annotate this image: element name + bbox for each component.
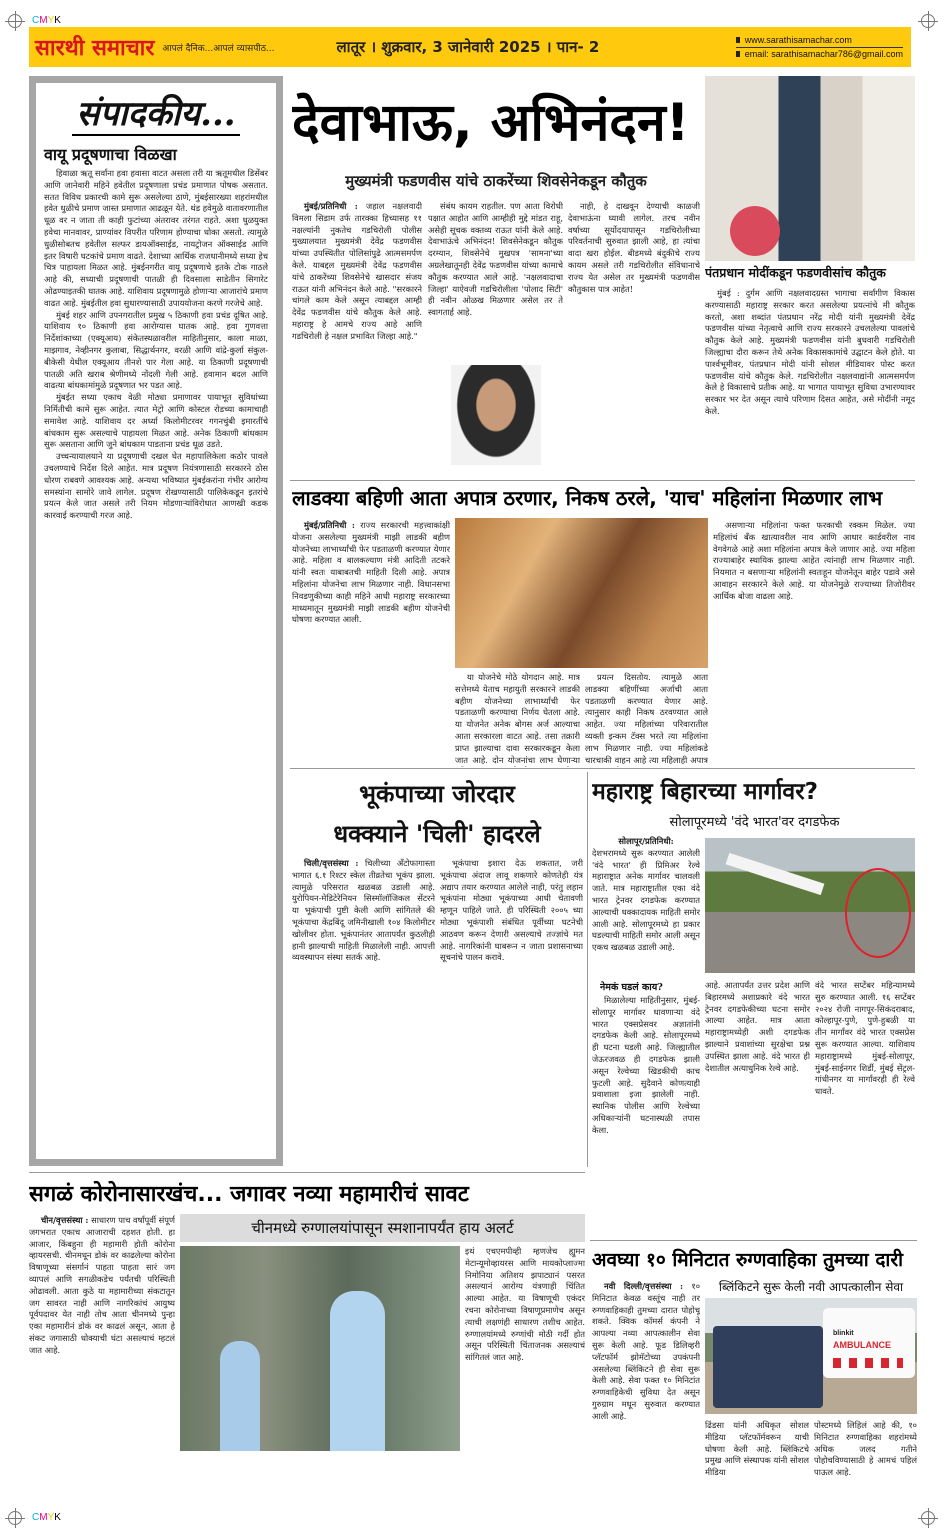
chile-col-1 xyxy=(292,858,435,1168)
ambulance-subheadline: ब्लिंकिटने सुरू केली नवी आपत्कालीन सेवा xyxy=(718,1280,904,1294)
paragraph: १० मिनिटात केवळ वस्तूंच नाही तर रुग्णवाहिकाही तुमच्या दारात पोहोचू शकते. क्विक कॉमर्स कंपनी ने आपल्या नव्या आपत्कालीन सेवा सुरू केली आहे. फूड डिलिव्हरी प्लॅटफॉर्म झोमॅटोच्या उपकंपनी असलेल्या ब्लिंकिटने ही सेवा सुरू केली आहे. सेवा फक्त १० मिनिटांत रुग्णवाहिकेची सुविधा देत असून गुरुग्राम मधून सुरुवात करण्यात आली आहे. xyxy=(592,1281,700,1421)
lead-col-2 xyxy=(428,201,563,471)
cmyk-label xyxy=(32,1512,61,1523)
vande-subhead: नेमकं घडलं काय? xyxy=(600,982,663,993)
paragraph: उच्चन्यायालयाने या प्रदूषणाची दखल घेत महापालिकेला कठोर पावले उचलण्याचे निर्देश दिले आहेत. मात्र प्रदूषण नियंत्रणासाठी सरकारने ठोस धोरण राबवणे आवश्यक आहे. अन्यथा भविष्यात मुंबईकरांना गंभीर आरोग्य समस्यांना सामोरे जावे लागेल. प्रदूषण रोखण्यासाठी पालिकेकडून इतरांचे प्रयत्न केले जात असले तरी नियम मोडणाऱ्यांविरोधात आणखी कडक कारवाई करण्याची गरज आहे. xyxy=(44,451,268,521)
lead-col-2-text xyxy=(428,201,563,359)
byline: चीन/वृत्तसंस्था : xyxy=(41,1215,89,1225)
fadnavis-photo xyxy=(451,365,541,465)
paragraph: मुंबई : दुर्गम आणि नक्षलवादग्रस्त भागाचा सर्वांगीण विकास करण्यासाठी महाराष्ट्र सरकार करत असलेल्या प्रयत्नांचे मी कौतुक करतो, अशा शब्दांत पंतप्रधान नरेंद्र मोदी यांनी मुख्यमंत्री देवेंद्र फडणवीस यांच्या नेतृत्वाचे आणि राज्य सरकारने उचललेल्या पावलांचे कौतुक केले आहे. मुख्यमंत्री फडणवीस यांनी बुधवारी गडचिरोली जिल्ह्याचा दौरा करून तेथे अनेक विकासकामांचे उद्घाटन केले होते. या पार्श्वभूमीवर, पंतप्रधान मोदी यांनी सोशल मीडियावर पोस्ट करत फडणवीस यांचे कौतुक केले. गडचिरोलीत नक्षलवाद्यांनी आत्मसमर्पण केले हे विकासाचे प्रतीक आहे. या भागात पायाभूत सुविधा उभारण्यावर सरकार भर देत असून त्याचे परिणाम दिसत आहेत, असे मोदींनी नमूद केले. xyxy=(705,288,915,416)
editorial-body xyxy=(44,168,268,1153)
chile-col-2 xyxy=(440,858,583,1168)
masthead xyxy=(29,27,911,67)
byline: मुंबई/प्रतिनिधी : xyxy=(304,201,358,211)
paragraph: नाही, हे दाखवून देण्याची काळजी देवाभाऊंना घ्यावी लागेल. तरच नवीन वर्षाच्या सूर्योदयापासून गडचिरोलीच्या परिवर्तनाची सुरुवात झाली आहे, हा त्यांचा वादा खरा होईल. बीडमध्ये बंदुकीचे राज्य कायम असले तरी गडचिरोलीत संविधानाचे राज्य येत असेल तर मुख्यमंत्री फडणवीस कौतुकास पात्र आहेत! xyxy=(568,201,700,294)
cmyk-c: C xyxy=(32,1512,40,1523)
editorial-box xyxy=(29,76,283,1166)
paragraph: या योजनेचे मोठे योगदान आहे. मात्र सत्तेमध्ये येताच महायुती सरकारने लाडकी बहीण योजनेच्या लाभार्थ्यांची फेर पडताळणी करण्याचा निर्णय घेतला आहे. या योजनेत अनेक बोगस अर्ज आल्याचा आता सरकारला वाटत आहे. तसा तक्रारी प्राप्त झाल्याचा दावा सरकारकडून केला जात आहे. दोन योजनांचा लाभ घेणाऱ्या xyxy=(455,672,580,765)
ladki-bahin-headline: लाडक्या बहिणी आता अपात्र ठरणार, निकष ठरले, 'याच' महिलांना मिळणार लाभ xyxy=(292,486,883,510)
train-shape xyxy=(726,853,825,895)
headline-line: भूकंपाच्या जोरदार xyxy=(359,780,515,808)
lead-subheadline: मुख्यमंत्री फडणवीस यांचे ठाकरेंच्या शिवसेनेकडून कौतुक xyxy=(345,172,647,190)
editorial-section-title: संपादकीय... xyxy=(44,89,268,135)
corona-subheadline: चीनमध्ये रुग्णालयांपासून स्मशानापर्यंत हाय अलर्ट xyxy=(180,1214,585,1242)
byline: मुंबई/प्रतिनिधी : xyxy=(304,520,355,530)
paragraph: देशभरामध्ये सुरू करण्यात आलेली 'वंदे भारत' ही प्रिमिअर रेल्वे महाराष्ट्रात अनेक मार्गावर चालवली जाते. मात्र महाराष्ट्रातील एका वंदे भारत ट्रेनवर दगडफेक करण्यात आल्याची धक्कादायक माहिती समोर आली आहे. सोलापूरमध्ये हा प्रकार घडल्याची माहिती समोर आली असून एकच खळबळ उडाली आहे. xyxy=(592,847,700,953)
vande-col-1 xyxy=(592,995,700,1167)
team-figures xyxy=(713,1326,823,1408)
registration-mark xyxy=(921,14,935,28)
corona-headline: सगळं कोरोनासारखंच... जगावर नव्या महामारीचं सावट xyxy=(29,1182,469,1207)
column-divider xyxy=(587,772,588,1167)
cmyk-m: M xyxy=(39,15,48,26)
byline: चिली/वृत्तसंस्था : xyxy=(304,858,359,868)
vande-bharat-headline: महाराष्ट्र बिहारच्या मार्गावर? xyxy=(592,779,818,805)
ambulance-team-photo xyxy=(705,1298,917,1414)
paragraph: भूकंपाचा इशारा देऊ शकतात, जरी भूकंपाचा अंदाज लावू शकणारे कोणतेही यंत्र अद्याप तयार करण्यात आलेले नाही, परंतु लहान भूकंपांना मोठ्या भूकंपाच्या आधी चेतावणी म्हणून पाहिले जाते. ही परिस्थिती २००५ च्या मोठ्या भूकंपाशी संबंधित पूर्वीच्या घटनेची आठवण करून देणारी असल्याचे तज्ज्ञांचे मत आहे. नागरिकांनी घाबरून न जाता प्रशासनाच्या सूचनांचे पालन करावे. xyxy=(440,858,583,963)
divider xyxy=(290,480,915,481)
paragraph: संबंध कायम राहतील. पण आता विरोधी पक्षात आहोत आणि आम्हीही मुद्दे मांडत राहू, असेही सूचक वक्तव्य राऊत यांनी केले आहे. देवाभाऊंचे अभिनंदन! शिवसेनेकडून कौतुक दरम्यान, शिवसेनेचे मुखपत्र 'सामना'च्या अग्रलेखातूनही देवेंद्र फडणवीस यांच्या कामाचे कौतुक करण्यात आले आहे. 'नक्षलवादाचा जिल्हा' याऐवजी गडचिरोलीला 'पोलाद सिटी' ही नवीन ओळख मिळणार असेल तर ते स्वागतार्ह आहे. xyxy=(428,201,563,318)
ladki-col-2 xyxy=(455,672,580,767)
checker-stripe xyxy=(833,1358,903,1368)
worker-figure xyxy=(330,1291,385,1451)
registration-mark xyxy=(8,14,22,28)
ladki-col-4 xyxy=(713,520,915,765)
paragraph: असणाऱ्या महिलांना फक्त फरकाची रक्कम मिळेल. ज्या महिलांचं बँक खात्यावरील नाव आणि आधार कार्डवरील नाव वेगवेगळे आहे अशा महिलांना अपात्र केले जाणार आहे. ज्या महिला राज्याबाहेर स्थायिक झाल्या आहेत त्यांनाही लाभ मिळणार नाही. नियमात न बसणाऱ्या महिलांनी स्वतःहून योजनेतून बाहेर पडावे असे आवाहन सरकारने केले आहे. या योजनेमुळे राज्याच्या तिजोरीवर आर्थिक बोजा वाढला आहे. xyxy=(713,520,915,601)
corona-col-3 xyxy=(465,1246,585,1501)
divider xyxy=(590,1240,917,1241)
ladki-col-1 xyxy=(292,520,450,765)
contact-block xyxy=(736,34,903,61)
cmyk-c: C xyxy=(32,15,40,26)
divider xyxy=(29,1172,585,1173)
divider xyxy=(290,768,915,769)
paragraph: मुंबई शहर आणि उपनगरातील प्रमुख ५ ठिकाणी हवा प्रचंड दूषित आहे. याशिवाय १० ठिकाणी हवा आरोग्यास घातक आहे. हवा गुणवत्ता निर्देशांकाच्या (एक्यूआय) संकेतस्थळावरील माहितीनुसार, काला माळा, माझगाव, नेव्हीनगर कुलाबा, सिद्धार्थनगर, वरळी आणि वांद्रे-कुर्ला संकुल-बीकेसी येथील एक्यूआय तीनशे पार गेला आहे. या ठिकाणी प्रदूषणाची पातळी अति खराब श्रेणीमध्ये नोंदली गेली आहे. हवामान बदल आणि वाढत्या बांधकामांमुळे प्रदूषणात भर पडत आहे. xyxy=(44,309,268,391)
cmyk-k: K xyxy=(54,15,61,26)
modi-headline: पंतप्रधान मोदींकडून फडणवीसांच कौतुक xyxy=(705,265,886,280)
vande-bharat-train-photo xyxy=(705,838,915,973)
registration-mark xyxy=(8,1511,22,1525)
cmyk-m: M xyxy=(39,1512,48,1523)
ladki-col-3 xyxy=(585,672,708,767)
blinkit-label: blinkit xyxy=(833,1330,854,1337)
lead-col-3 xyxy=(568,201,700,471)
paragraph: वंदे भारत सप्टेंबर महिन्यामध्ये सुरु करण्यात आली. १६ सप्टेंबर २०२४ रोजी नागपूर-सिकंदराबाद, कोल्हापूर-पुणे, पुणे-हुबळी या तीन मार्गांवर वंदे भारत एक्सप्रेस सुरू करण्यात आल्या. याशिवाय महाराष्ट्रामध्ये मुंबई-सोलापूर, मुंबई-साईनगर शिर्डी, मुंबई सेंट्रल-गांधीनगर या मार्गांवरही ही रेल्वे धावते. xyxy=(815,980,915,1097)
lead-headline: देवाभाऊ, अभिनंदन! xyxy=(292,93,690,153)
email-link[interactable]: email: sarathisamachar786@gmail.com xyxy=(744,48,903,59)
paragraph: जहाल नक्षलवादी विमला सिडाम उर्फ तारक्का हिच्यासह ११ नक्षल्यांनी नुकतेच गडचिरोली पोलीस मुख्यालयात मुख्यमंत्री देवेंद्र फडणवीस यांच्या उपस्थितीत पोलिसांपुढे आत्मसमर्पण केले. याबद्दल मुख्यमंत्री देवेंद्र फडणवीस यांचे ठाकरेंच्या शिवसेनेचे खासदार संजय राऊत यांनी अभिनंदन केले आहे. "सरकारने चांगले काम केले असून त्याबद्दल आम्ही देवेंद्र फडणवीस यांचे कौतुक केले आहे. महाराष्ट्र हे आमचे राज्य आहे आणि गडचिरोली हे नक्षल प्रभावित जिल्हा आहे." xyxy=(292,201,422,341)
paragraph: चिलीच्या अँटोफागास्ता भागात ६.१ रिश्टर स्केल तीव्रतेचा भूकंप झाला. त्यामुळे परिसरात खळबळ उडाली आहे. युरोपियन-मेडिटेरेनियन सिस्मॉलॉजिकल सेंटरने या भूकंपाची पुष्टी केली आणि सांगितले की भूकंपाचा केंद्रबिंदू जमिनीखाली १०४ किलोमीटर खोलीवर होता. भूकंपानंतर आतापर्यंत कुठलीही हानी झाल्याची माहिती मिळालेली नाही. आपत्ती व्यवस्थापन संस्था सतर्क आहे. xyxy=(292,858,435,963)
cmyk-label xyxy=(32,15,61,26)
modi-body xyxy=(705,288,915,473)
paragraph: इथं एचएमपीव्ही म्हणजेच ह्युमन मेटान्यूमोव्हायरस आणि मायकोप्लाज्मा निमोनिया अतिशय झपाट्यानं पसरत असल्यानं आरोग्य यंत्रणाही चिंतित आल्या आहेत. या विषाणूची एकंदर रचना कोरोनाच्या विषाणूप्रमाणेच असून त्याची लक्षणंही साधारण तशीच आहेत. रुग्णालयांमध्ये रुग्णांची मोठी गर्दी होत असून परिस्थिती चिंताजनक असल्याचं सांगितलं जात आहे. xyxy=(465,1246,585,1363)
paragraph: पोस्टमध्ये लिहिलं आहे की, १० मिनिटात रुग्णवाहिका शहरांमध्ये अधिक जलद गतीने पोहोचविण्यासाठी हे आमचं पहिलं पाऊल आहे. xyxy=(814,1420,917,1478)
ambulance-col-1 xyxy=(592,1281,700,1501)
paragraph: साधारण पाच वर्षांपूर्वी संपूर्ण जगभरात एकाच आजाराची दहशत होती. हा आजार, किंबहुना ही महामारी होती कोरोना व्हायरसची. चीनमधून डोकं वर काढलेल्या कोरोना विषाणूच्या संसर्गानं पाहता पाहता सारं जग व्यापलं आणि सगळीकडेच पर्यंतची परिस्थिती ओढावली. आता कुठे या महामारीच्या संकटातून जग सावरत नाही आणि नागरिकांचं आयुष्य पूर्वपदावर येत नाही तोच आता चीनमध्ये पुन्हा एका महामारीनं डोकं वर काढलं असून, आता हे संकट जगासाठी धोक्याची घंटा असल्याचं म्हटलं जात आहे. xyxy=(29,1215,175,1355)
paragraph: आहे. आतापर्यंत उत्तर प्रदेश आणि बिहारमध्ये अशाप्रकारे वंदे भारत ट्रेनवर दगडफेकीच्या घटना समोर आल्या आहेत. मात्र आता महाराष्ट्रामध्येही अशी दगडफेक झाल्याने प्रवाशांच्या सुरक्षेचा प्रश्न उपस्थित झाला आहे. वंदे भारत ही देशातील अत्याधुनिक रेल्वे आहे. xyxy=(705,980,810,1073)
dateline: लातूर । शुक्रवार, 3 जानेवारी 2025 । पान- 2 xyxy=(336,38,600,56)
women-group-photo xyxy=(455,518,708,668)
bullet-icon xyxy=(736,51,740,57)
ambulance-vehicle xyxy=(823,1308,915,1378)
website-link[interactable]: www.sarathisamachar.com xyxy=(744,34,852,45)
paragraph: राज्य सरकारची महत्त्वाकांक्षी योजना असलेल्या मुख्यमंत्री माझी लाडकी बहीण योजनेच्या लाभार्थ्यांची फेर पडताळणी करण्यात येणार आहे. महिला व बालकल्याण मंत्री आदिती तटकरे यांनी स्वतः याबाबतची माहिती दिली आहे. अपात्र महिलांना योजनेचा लाभ मिळणार नाही. विधानसभा निवडणुकीच्या काही महिने आधी महाराष्ट्र सरकारच्या माध्यमातून मुख्यमंत्री माझी लाडकी बहीण योजनेची घोषणा करण्यात आली. xyxy=(292,520,450,625)
modi-fadnavis-photo xyxy=(705,76,915,261)
headline-line: धक्क्याने 'चिली' हादरले xyxy=(333,820,541,848)
highlight-circle xyxy=(845,868,911,958)
editorial-headline: वायू प्रदूषणाचा विळखा xyxy=(44,145,177,164)
vande-col-2 xyxy=(705,980,810,1167)
paragraph: मुंबईत सध्या एकाच वेळी मोठ्या प्रमाणावर पायाभूत सुविधांच्या निर्मितीची कामे सुरू आहेत. त्यात मेट्रो आणि कोस्टल रोडच्या कामाचाही समावेश आहे. याशिवाय दर अर्ध्या किलोमीटरवर गगनचुंबी इमारतींचे बांधकाम सुरू असल्याचे पाहायला मिळत आहे. अनेक ठिकाणी बांधकाम सुरू असताना आणि जुने बांधकाम पाडताना प्रचंड धूळ उडते. xyxy=(44,392,268,450)
tagline: आपलं दैनिक...आपलं व्यासपीठ... xyxy=(162,43,275,54)
flower-bouquet xyxy=(730,206,780,256)
paragraph: प्रयत्न दिसतोय. त्यामुळे आता लाडक्या बहिणींच्या अर्जाची आता पडताळणी करण्यात येणार आहे. त्यानुसार काही निकष ठरवण्यात आले आहेत. ज्या महिलांच्या परिवारातील व्यक्ती इन्कम टॅक्स भरते त्या महिलांना लाभ मिळणार नाही. ज्या महिलांकडे चारचाकी वाहन आहे त्या महिलाही अपात्र xyxy=(585,672,708,765)
health-workers-photo xyxy=(180,1246,460,1451)
byline: सोलापूर/प्रतिनिधी: xyxy=(618,836,674,846)
vande-bharat-subheadline: सोलापूरमध्ये 'वंदे भारत'वर दगडफेक xyxy=(669,815,840,830)
ambulance-label: AMBULANCE xyxy=(833,1340,891,1350)
chile-headline xyxy=(292,774,582,854)
vande-col-3 xyxy=(815,980,915,1167)
ambulance-col-2 xyxy=(705,1420,809,1500)
paragraph: ढिंडसा यांनी अधिकृत सोशल मीडिया प्लॅटफॉर्मवरून याची घोषणा केली आहे. ब्लिंकिटचे प्रमुख आणि संस्थापक यांनी सोशल मीडिया xyxy=(705,1420,809,1478)
cmyk-y: Y xyxy=(47,1512,55,1523)
bullet-icon xyxy=(736,37,740,43)
registration-mark xyxy=(921,1511,935,1525)
vande-intro xyxy=(592,836,700,976)
lead-col-1 xyxy=(292,201,422,471)
ambulance-col-3 xyxy=(814,1420,917,1500)
cmyk-y: Y xyxy=(47,15,55,26)
paragraph: हिवाळा ऋतू सर्वांना हवा हवासा वाटत असला तरी या ऋतूमधील डिसेंबर आणि जानेवारी महिने हवेतील प्रदूषणाला प्रचंड प्रमाणात पोषक असतात. सतत विविध प्रकारची कामे सुरू असलेल्या ठाणे, मुंबईसारख्या शहरांमधील हवेत धुळीचे प्रमाण जास्त प्रमाणात आढळून येते. थंड हवेमुळे वातावरणातील धूळ वर न जाता ती काही फुटांच्या अंतरावर तरंगत राहते. अशा धुळयुक्त हवेचा मानवावर, प्राण्यांवर विपरीत परिणाम होण्याचा धोका असतो. त्यामुळे धुळीसोबतच हवेतील सल्फर डायऑक्साईड, नायट्रोजन ऑक्साईड आणि इतर विषारी घटकांचे प्रमाण वाढते. देशाच्या आर्थिक राजधानीमध्ये सध्या हेच चित्र पाहायला मिळत आहे. मुंबईनगरीत वायू प्रदूषणाचे इतके टोक गाठले आहे की, सध्याची प्रदूषणाची पातळी ही दिवसाला साडेतीन सिगारेट ओढण्याइतकी घातक आहे. याशिवाय प्रदूषणामुळे होणाऱ्या आजारांचे प्रमाण वाढत आहे. मुंबईतील हवा सुधारण्यासाठी उपाययोजना करणे गरजेचे आहे. xyxy=(44,168,268,308)
corona-col-1 xyxy=(29,1215,175,1500)
ambulance-headline: अवघ्या १० मिनिटात रुग्णवाहिका तुमच्या दारी xyxy=(592,1249,904,1271)
paragraph: मिळालेल्या माहितीनुसार, मुंबई-सोलापूर मार्गावर धावणाऱ्या वंदे भारत एक्सप्रेसवर अज्ञातांनी दगडफेक केली आहे. सोलापूरमध्ये ही घटना घडली आहे. जिल्ह्यातील जेऊरजवळ ही दगडफेक झाली असून रेल्वेच्या खिडकीची काच फुटली आहे. सुदैवाने कोणत्याही प्रवाशाला इजा झालेली नाही. स्थानिक पोलीस आणि रेल्वेच्या अधिकाऱ्यांनी घटनास्थळी तपास केला. xyxy=(592,995,700,1135)
byline: नवी दिल्ली/वृत्तसंस्था : xyxy=(604,1281,684,1291)
worker-figure xyxy=(220,1341,260,1451)
cmyk-k: K xyxy=(54,1512,61,1523)
newspaper-logo: सारथी समाचार xyxy=(35,36,155,61)
